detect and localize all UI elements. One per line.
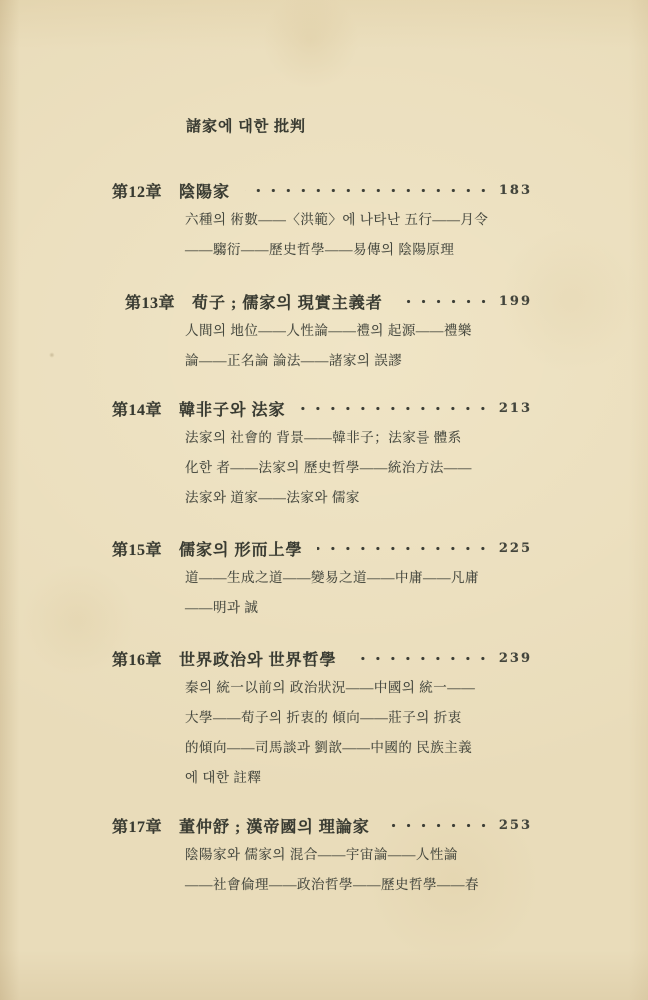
chapter-number: 第17章 bbox=[112, 818, 163, 836]
topic-line: ——社會倫理——政治哲學——歷史哲學——春 bbox=[185, 877, 479, 892]
chapter-topics bbox=[185, 673, 532, 793]
chapter-title: 陰陽家 bbox=[179, 183, 231, 201]
dot-leader bbox=[385, 823, 491, 828]
chapter-heading bbox=[112, 290, 532, 312]
chapter-number: 第14章 bbox=[112, 401, 163, 419]
toc-entry-ch12 bbox=[112, 179, 532, 265]
topic-line: 化한 者——法家의 歷史哲學——統治方法—— bbox=[185, 460, 472, 475]
chapter-number: 第12章 bbox=[112, 183, 163, 201]
toc-entry-ch15 bbox=[112, 537, 532, 623]
topic-line: 六種의 術數——〈洪範〉에 나타난 五行——月令 bbox=[185, 212, 489, 227]
dot-leader bbox=[317, 546, 490, 551]
toc-entry-ch17 bbox=[112, 814, 532, 900]
chapter-title: 儒家의 形而上學 bbox=[179, 541, 303, 559]
chapter-heading bbox=[112, 814, 532, 836]
page-number: 225 bbox=[498, 540, 532, 556]
carryover-topic-line: 諸家에 대한 批判 bbox=[186, 119, 306, 135]
toc-entry-ch16 bbox=[112, 647, 532, 793]
chapter-title: 世界政治와 世界哲學 bbox=[179, 651, 337, 669]
topic-line: 法家와 道家——法家와 儒家 bbox=[185, 490, 360, 505]
toc-entry-ch13 bbox=[112, 290, 532, 376]
topic-line: 論——正名論 論法——諸家의 誤謬 bbox=[185, 353, 403, 368]
chapter-number: 第16章 bbox=[112, 651, 163, 669]
topic-line: 道——生成之道——變易之道——中庸——凡庸 bbox=[185, 570, 479, 585]
chapter-title: 董仲舒 ; 漢帝國의 理論家 bbox=[179, 818, 370, 836]
topic-line: 陰陽家와 儒家의 混合——宇宙論——人性論 bbox=[185, 847, 458, 862]
chapter-topics bbox=[185, 840, 532, 900]
chapter-topics bbox=[185, 563, 532, 623]
chapter-heading bbox=[112, 179, 532, 201]
chapter-heading bbox=[112, 537, 532, 559]
chapter-topics bbox=[185, 205, 532, 265]
chapter-number: 第15章 bbox=[112, 541, 163, 559]
page-number: 183 bbox=[498, 182, 532, 198]
topic-line: ——騶衍——歷史哲學——易傳의 陰陽原理 bbox=[185, 242, 455, 257]
chapter-heading bbox=[112, 397, 532, 419]
page-number: 213 bbox=[498, 400, 532, 416]
topic-line: 에 대한 註釋 bbox=[185, 770, 262, 785]
page-number: 253 bbox=[498, 817, 532, 833]
dot-leader bbox=[398, 299, 491, 304]
topic-line: 秦의 統一以前의 政治狀況——中國의 統一—— bbox=[185, 680, 476, 695]
page-number: 199 bbox=[498, 293, 532, 309]
topic-line: 人間의 地位——人性論——禮의 起源——禮樂 bbox=[185, 323, 472, 338]
chapter-title: 韓非子와 法家 bbox=[179, 401, 286, 419]
chapter-topics bbox=[185, 423, 532, 513]
page-number: 239 bbox=[498, 650, 532, 666]
topic-line: 的傾向——司馬談과 劉歆——中國的 民族主義 bbox=[185, 740, 473, 755]
dot-leader bbox=[351, 656, 490, 661]
dot-leader bbox=[245, 188, 491, 193]
dot-leader bbox=[300, 406, 490, 411]
toc-entry-ch14 bbox=[112, 397, 532, 513]
topic-line: 法家의 社會的 背景——韓非子；法家를 體系 bbox=[185, 430, 462, 445]
chapter-number: 第13章 bbox=[125, 294, 176, 312]
chapter-topics bbox=[185, 316, 532, 376]
chapter-title: 荀子 ; 儒家의 現實主義者 bbox=[192, 294, 383, 312]
chapter-heading bbox=[112, 647, 532, 669]
topic-line: ——明과 誠 bbox=[185, 600, 259, 615]
topic-line: 大學——荀子의 折衷的 傾向——莊子의 折衷 bbox=[185, 710, 462, 725]
